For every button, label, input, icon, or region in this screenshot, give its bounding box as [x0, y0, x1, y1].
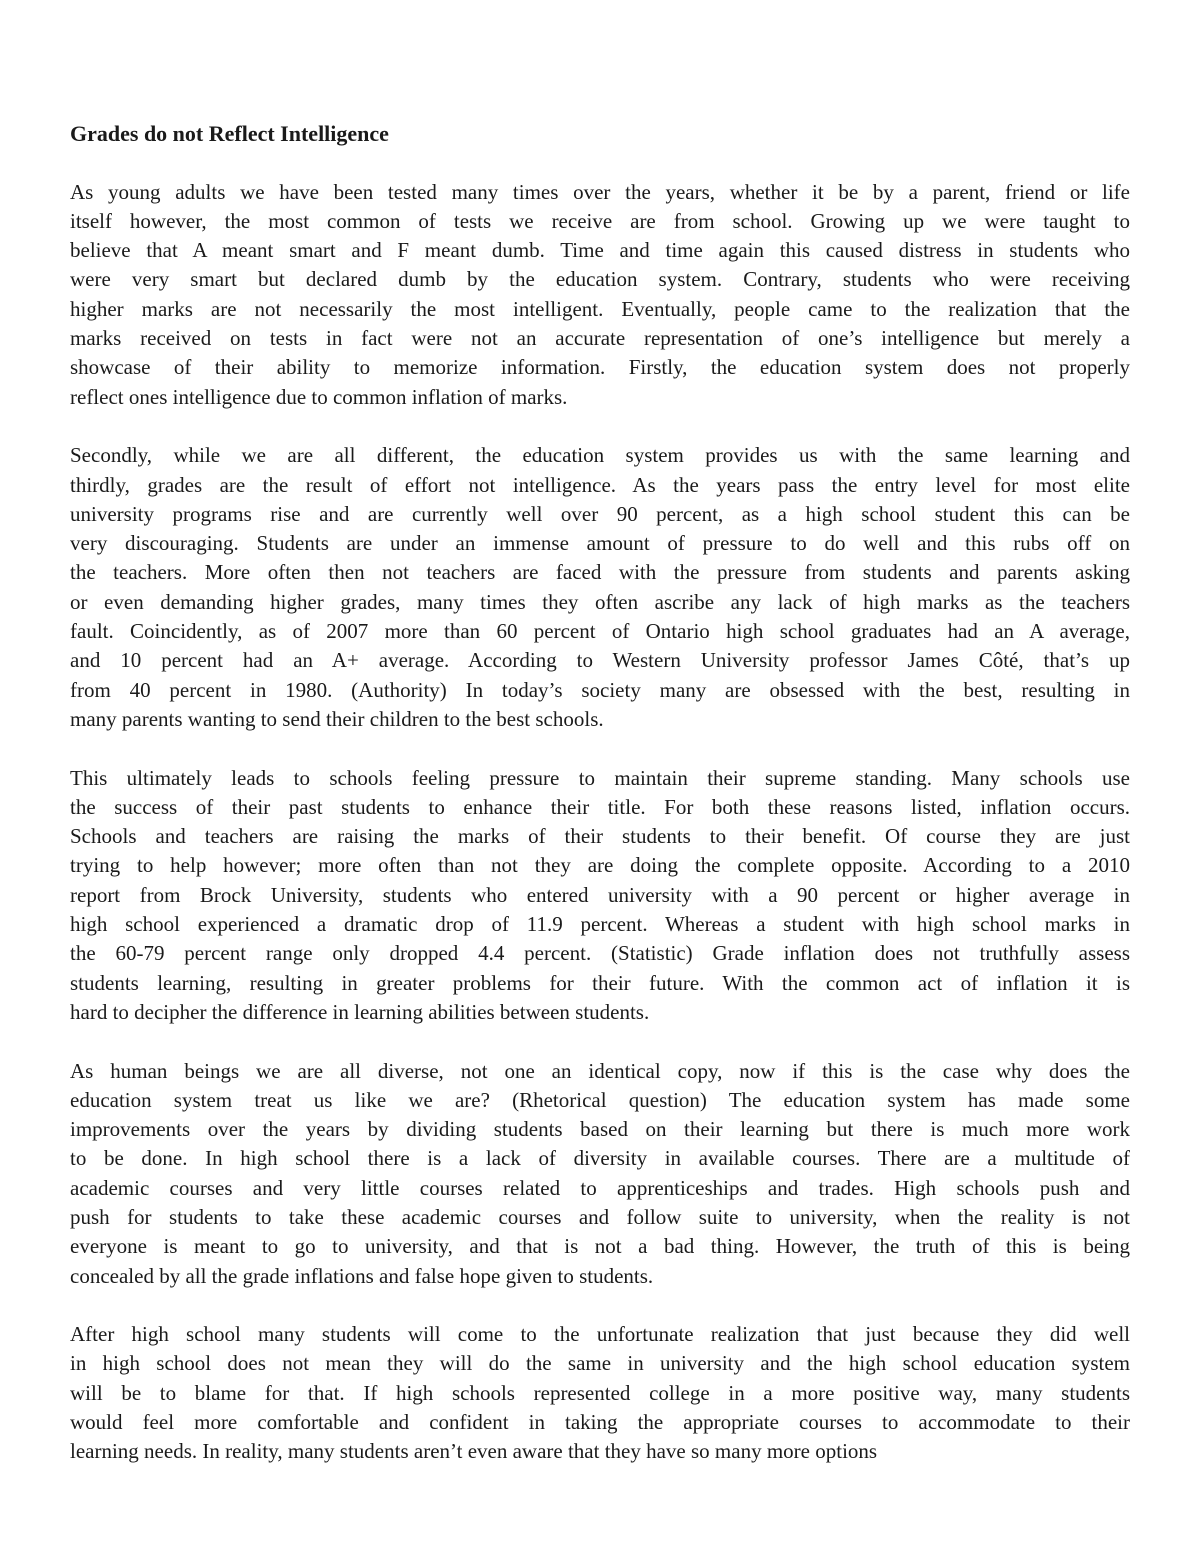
text-line: Secondly, while we are all different, the education system provides us with the same learning and	[70, 443, 1130, 468]
text-line: itself however, the most common of tests we receive are from school. Growing up we were taught to	[70, 208, 1130, 233]
text-line: university programs rise and are currently well over 90 percent, as a high school student this can be	[70, 501, 1130, 526]
text-line: high school experienced a dramatic drop of 11.9 percent. Whereas a student with high school marks in	[70, 912, 1130, 937]
text-line: showcase of their ability to memorize information. Firstly, the education system does not properly	[70, 355, 1130, 380]
text-line: many parents wanting to send their children to the best schools.	[70, 706, 604, 731]
text-line: the success of their past students to enhance their title. For both these reasons listed, inflation occurs.	[70, 794, 1130, 819]
text-line: As young adults we have been tested many times over the years, whether it be by a parent, friend or life	[70, 179, 1130, 204]
text-line: reflect ones intelligence due to common inflation of marks.	[70, 384, 568, 409]
text-line: will be to blame for that. If high schools represented college in a more positive way, many students	[70, 1380, 1130, 1405]
text-line: to be done. In high school there is a lack of diversity in available courses. There are a multitude of	[70, 1146, 1130, 1171]
text-line: and 10 percent had an A+ average. According to Western University professor James Côté, that’s up	[70, 648, 1130, 673]
text-line: learning needs. In reality, many students aren’t even aware that they have so many more options	[70, 1439, 878, 1464]
text-line: were very smart but declared dumb by the education system. Contrary, students who were receiving	[70, 267, 1130, 292]
text-line: academic courses and very little courses related to apprenticeships and trades. High schools push and	[70, 1175, 1130, 1200]
text-line: in high school does not mean they will do the same in university and the high school education system	[70, 1351, 1130, 1376]
text-line: from 40 percent in 1980. (Authority) In today’s society many are obsessed with the best, resulting in	[70, 677, 1130, 702]
text-line: This ultimately leads to schools feeling pressure to maintain their supreme standing. Many schools use	[70, 765, 1130, 790]
paragraph-spacer	[70, 148, 1130, 177]
text-line: improvements over the years by dividing students based on their learning but there is much more work	[70, 1117, 1130, 1142]
text-line: education system treat us like we are? (Rhetorical question) The education system has made some	[70, 1087, 1130, 1112]
text-line: marks received on tests in fact were not an accurate representation of one’s intelligence but merely a	[70, 326, 1130, 351]
paragraph-spacer	[70, 1027, 1130, 1056]
paragraph	[70, 764, 1130, 1028]
text-line: push for students to take these academic courses and follow suite to university, when the reality is not	[70, 1204, 1130, 1229]
text-line: Schools and teachers are raising the marks of their students to their benefit. Of course they are just	[70, 824, 1130, 849]
text-line: believe that A meant smart and F meant dumb. Time and time again this caused distress in students who	[70, 238, 1130, 263]
paragraph	[70, 178, 1130, 412]
text-line: trying to help however; more often than not they are doing the complete opposite. According to a 2010	[70, 853, 1130, 878]
text-line: the teachers. More often then not teachers are faced with the pressure from students and parents asking	[70, 560, 1130, 585]
paragraph-spacer	[70, 734, 1130, 763]
document-title: Grades do not Reflect Intelligence	[70, 121, 389, 146]
text-line: As human beings we are all diverse, not one an identical copy, now if this is the case why does the	[70, 1058, 1130, 1083]
text-line: hard to decipher the difference in learning abilities between students.	[70, 999, 650, 1024]
text-line: students learning, resulting in greater problems for their future. With the common act of inflation it is	[70, 970, 1130, 995]
text-line: report from Brock University, students who entered university with a 90 percent or higher average in	[70, 882, 1130, 907]
text-line: After high school many students will come to the unfortunate realization that just because they did well	[70, 1322, 1130, 1347]
text-line: everyone is meant to go to university, and that is not a bad thing. However, the truth of this is being	[70, 1234, 1130, 1259]
text-line: concealed by all the grade inflations and false hope given to students.	[70, 1263, 654, 1288]
paragraph	[70, 441, 1130, 734]
text-line: higher marks are not necessarily the most intelligent. Eventually, people came to the realization that the	[70, 296, 1130, 321]
text-line: fault. Coincidently, as of 2007 more than 60 percent of Ontario high school graduates had an A average,	[70, 619, 1130, 644]
text-line: or even demanding higher grades, many times they often ascribe any lack of high marks as the teachers	[70, 589, 1130, 614]
paragraph	[70, 1320, 1130, 1466]
text-line: the 60-79 percent range only dropped 4.4 percent. (Statistic) Grade inflation does not truthfully assess	[70, 941, 1130, 966]
text-line: thirdly, grades are the result of effort not intelligence. As the years pass the entry level for most elite	[70, 472, 1130, 497]
paragraph	[70, 1057, 1130, 1291]
text-line: would feel more comfortable and confident in taking the appropriate courses to accommodate to their	[70, 1410, 1130, 1435]
paragraph-spacer	[70, 412, 1130, 441]
document-page	[70, 119, 1130, 1467]
paragraph-spacer	[70, 1291, 1130, 1320]
text-line: very discouraging. Students are under an immense amount of pressure to do well and this rubs off on	[70, 531, 1130, 556]
